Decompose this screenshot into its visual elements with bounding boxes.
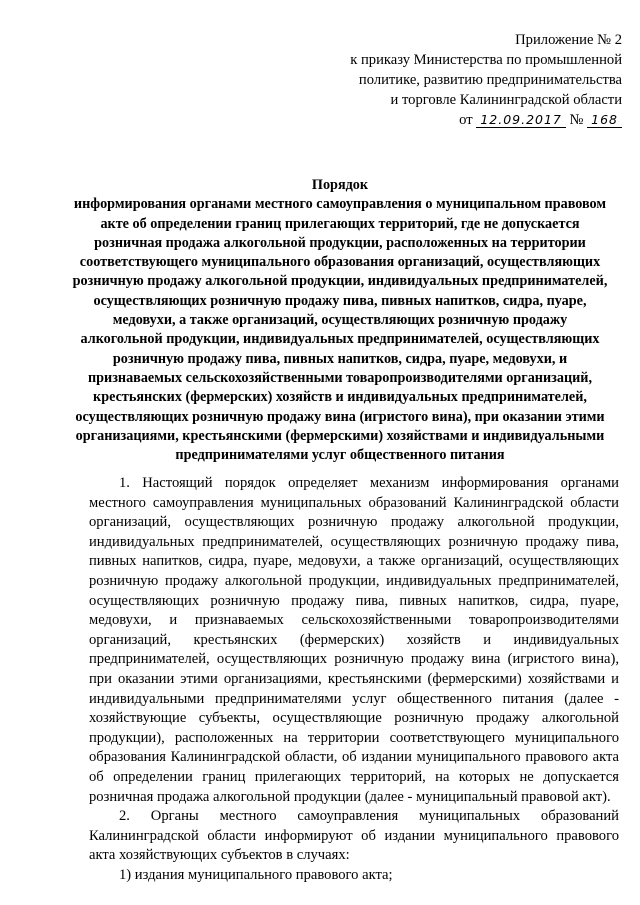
handwritten-date: 12.09.2017 (476, 112, 566, 128)
appendix-region-line: и торговле Калининградской области (390, 92, 622, 108)
paragraph-1: 1. Настоящий порядок определяет механизм информирования органами местного самоуправления муниципальных образований Калининградской области организаций, осуществляющих розничную продажу алкогольной продукции, индивидуальных предпринимателей, осуществляющих розничную продажу пива, пивных напитков, сидра, пуаре, медовухи, а также организаций, осуществляющих розничную продажу алкогольной продукции, индивидуальных предпринимателей, осуществляющих розничную продажу пива, пивных напитков, сидра, пуаре, медовухи, и признаваемых сельскохозяйственными товаропроизводителями организаций, крестьянских (фермерских) хозяйств и индивидуальных предпринимателей, осуществляющих розничную продажу вина (игристого вина), при оказании этими организациями, крестьянскими (фермерскими) хозяйствами и индивидуальными предпринимателями услуг общественного питания (далее - хозяйствующие субъекты, осуществляющие розничную продажу алкогольной продукции), расположенных на территории соответствующего муниципального образования Калининградской области, об издании муниципального правового акта об определении границ прилегающих территорий, на которых не допускается розничная продажа алкогольной продукции (далее - муниципальный правовой акт). (89, 475, 619, 805)
appendix-order-ref: к приказу Министерства по промышленной (350, 52, 622, 68)
paragraph-3: 1) издания муниципального правового акта; (119, 866, 393, 883)
appendix-header (292, 30, 622, 130)
appendix-date-line (292, 110, 622, 130)
handwritten-number: 168 (587, 112, 622, 128)
document-body (89, 474, 619, 885)
number-prefix: № (569, 112, 584, 128)
title-heading: Порядок (311, 177, 369, 193)
document-title (70, 176, 610, 465)
title-subtitle: информирования органами местного самоуправления о муниципальном правовом акте об определении границ прилегающих территорий, где не допускается розничная продажа алкогольной продукции, расположенных на территории соответствующего муниципального образования организаций, осуществляющих розничную продажу алкогольной продукции, индивидуальных предпринимателей, осуществляющих розничную продажу пива, пивных напитков, сидра, пуаре, медовухи, а также организаций, осуществляющих розничную продажу алкогольной продукции, индивидуальных предпринимателей, осуществляющих розничную продажу пива, пивных напитков, сидра, пуаре, медовухи, и признаваемых сельскохозяйственными товаропроизводителями организаций, крестьянских (фермерских) хозяйств и индивидуальных предпринимателей, осуществляющих розничную продажу вина (игристого вина), при оказании этими организациями, крестьянскими (фермерскими) хозяйствами и индивидуальными предпринимателями услуг общественного питания (72, 196, 608, 464)
appendix-ministry-line: политике, развитию предпринимательства (358, 72, 622, 88)
paragraph-2: 2. Органы местного самоуправления муниципальных образований Калининградской области информируют об издании муниципального правового акта хозяйствующих субъектов в случаях: (89, 808, 619, 864)
appendix-number: Приложение № 2 (515, 32, 622, 48)
date-prefix: от (459, 112, 473, 128)
